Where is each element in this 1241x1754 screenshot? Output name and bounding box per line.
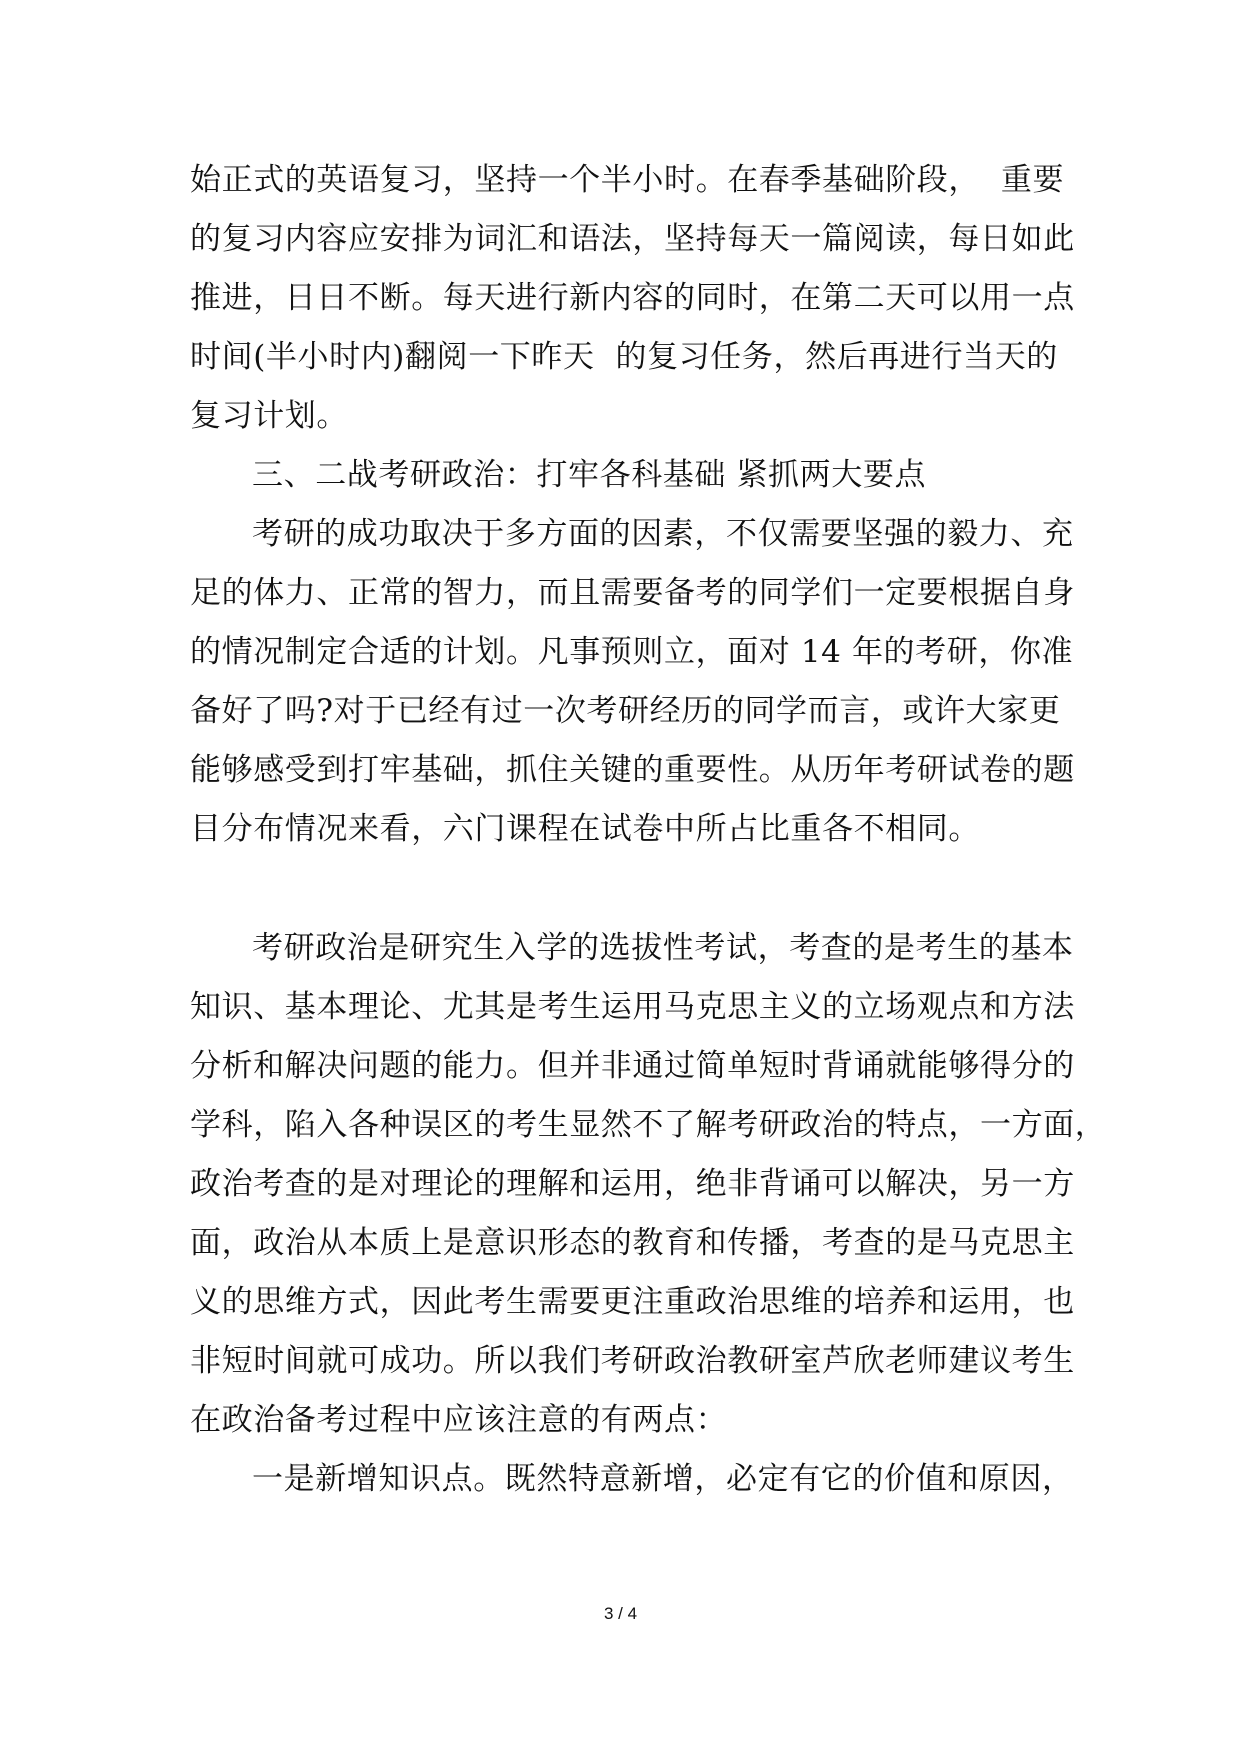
text-line: 一是新增知识点。既然特意新增，必定有它的价值和原因，	[252, 1461, 1074, 1497]
text-line: 考研的成功取决于多方面的因素，不仅需要坚强的毅力、充	[252, 516, 1074, 552]
text-line: 足的体力、正常的智力，而且需要备考的同学们一定要根据自身	[190, 575, 1075, 611]
text-line: 复习计划。	[190, 398, 348, 434]
text-line: 的情况制定合适的计划。凡事预则立，面对 14 年的考研，你准	[190, 634, 1074, 670]
text-line: 能够感受到打牢基础，抓住关键的重要性。从历年考研试卷的题	[190, 752, 1075, 788]
text-line: 知识、基本理论、尤其是考生运用马克思主义的立场观点和方法	[190, 989, 1075, 1025]
text-line: 面，政治从本质上是意识形态的教育和传播，考查的是马克思主	[190, 1225, 1075, 1261]
text-line: 时间(半小时内)翻阅一下昨天 的复习任务，然后再进行当天的	[190, 339, 1058, 375]
text-line: 学科，陷入各种误区的考生显然不了解考研政治的特点，一方面，	[190, 1107, 1107, 1143]
text-line: 政治考查的是对理论的理解和运用，绝非背诵可以解决，另一方	[190, 1166, 1075, 1202]
page-number: 3 / 4	[603, 1604, 638, 1623]
text-line: 推进，日日不断。每天进行新内容的同时，在第二天可以用一点	[190, 280, 1075, 316]
text-line: 非短时间就可成功。所以我们考研政治教研室芦欣老师建议考生	[190, 1343, 1075, 1379]
text-line: 备好了吗?对于已经有过一次考研经历的同学而言，或许大家更	[190, 693, 1061, 729]
text-line: 义的思维方式，因此考生需要更注重政治思维的培养和运用，也	[190, 1284, 1075, 1320]
text-line: 的复习内容应安排为词汇和语法，坚持每天一篇阅读，每日如此	[190, 221, 1075, 257]
text-line: 始正式的英语复习，坚持一个半小时。在春季基础阶段， 重要	[190, 162, 1065, 198]
text-line: 分析和解决问题的能力。但并非通过简单短时背诵就能够得分的	[190, 1048, 1075, 1084]
text-line: 目分布情况来看，六门课程在试卷中所占比重各不相同。	[190, 811, 980, 847]
text-line: 在政治备考过程中应该注意的有两点：	[190, 1402, 728, 1438]
section-heading: 三、二战考研政治：打牢各科基础 紧抓两大要点	[252, 457, 927, 493]
text-line: 考研政治是研究生入学的选拔性考试，考查的是考生的基本	[252, 930, 1074, 966]
